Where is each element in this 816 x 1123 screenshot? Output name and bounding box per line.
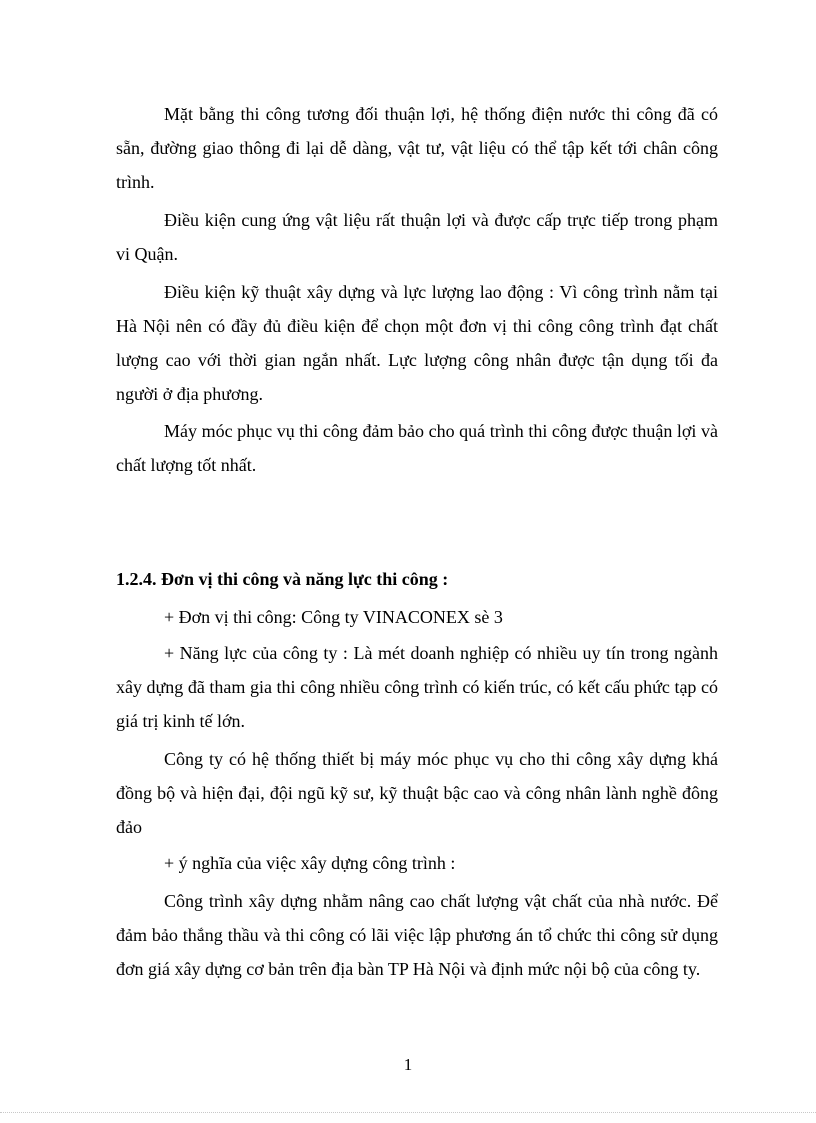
section-heading: 1.2.4. Đơn vị thi công và năng lực thi công :: [116, 569, 449, 589]
paragraph-significance: Công trình xây dựng nhằm nâng cao chất lượng vật chất của nhà nước. Để đảm bảo thắng thầu và thi công có lãi việc lập phương án tổ chức thi công sử dụng đơn giá xây dựng cơ bản trên địa bàn TP Hà Nội và định mức nội bộ của công ty.: [116, 891, 718, 979]
paragraph-equipment: Công ty có hệ thống thiết bị máy móc phục vụ cho thi công xây dựng khá đồng bộ và hiện đại, đội ngũ kỹ sư, kỹ thuật bậc cao và công nhân lành nghề đông đảo: [116, 749, 718, 837]
footer-divider: [0, 1112, 816, 1113]
paragraph-site-conditions: Mặt bằng thi công tương đối thuận lợi, hệ thống điện nước thi công đã có sẵn, đường giao thông đi lại dễ dàng, vật tư, vật liệu có thể tập kết tới chân công trình.: [116, 104, 718, 192]
paragraph-company-capacity: + Năng lực của công ty : Là mét doanh nghiệp có nhiều uy tín trong ngành xây dựng đã tham gia thi công nhiều công trình có kiến trúc, có kết cấu phức tạp có giá trị kinh tế lớn.: [116, 643, 718, 731]
paragraph-material-supply: Điều kiện cung ứng vật liệu rất thuận lợi và được cấp trực tiếp trong phạm vi Quận.: [116, 210, 718, 264]
paragraph-significance-label: + ý nghĩa của việc xây dựng công trình :: [164, 853, 456, 873]
paragraph-technical-labor: Điều kiện kỹ thuật xây dựng và lực lượng lao động : Vì công trình nằm tại Hà Nội nên có đầy đủ điều kiện để chọn một đơn vị thi công công trình đạt chất lượng cao với thời gian ngắn nhất. Lực lượng công nhân được tận dụng tối đa người ở địa phương.: [116, 282, 718, 404]
paragraph-machinery: Máy móc phục vụ thi công đảm bảo cho quá trình thi công được thuận lợi và chất lượng tốt nhất.: [116, 421, 718, 475]
page-number: 1: [403, 1055, 413, 1074]
paragraph-contractor: + Đơn vị thi công: Công ty VINACONEX sè 3: [164, 607, 503, 627]
